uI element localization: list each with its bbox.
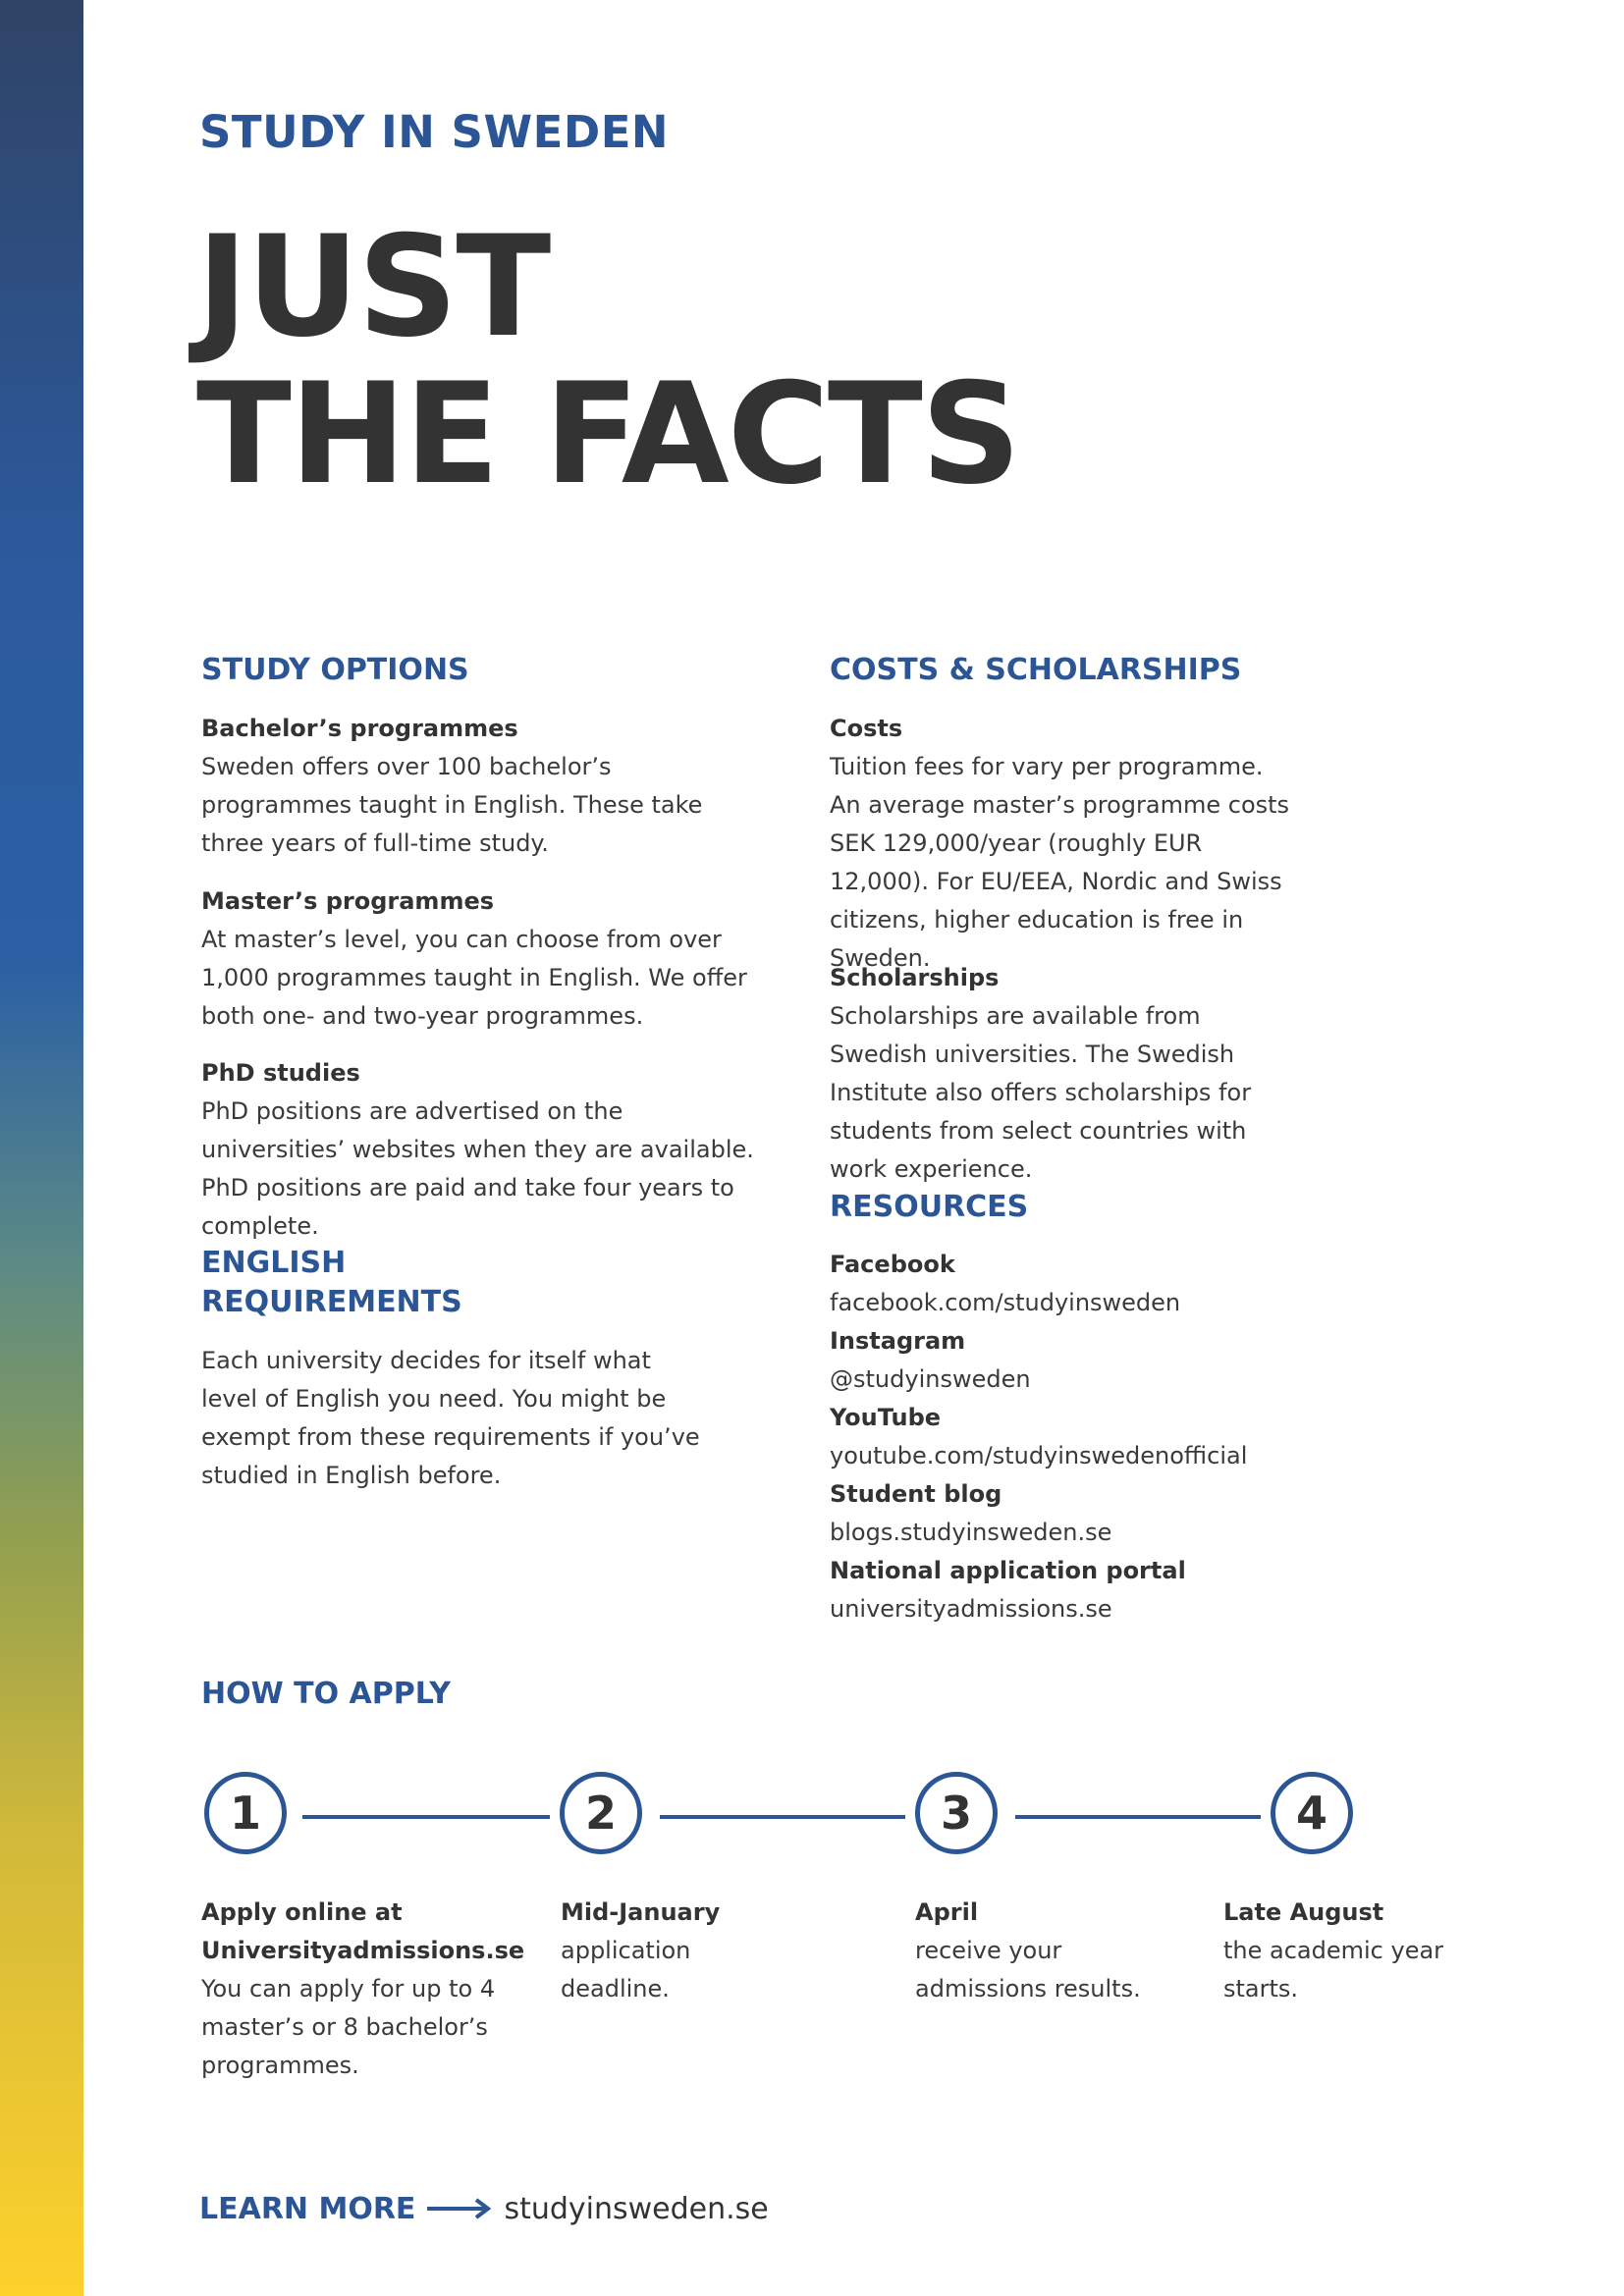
step-3-text	[915, 1894, 1170, 2008]
bachelor-block	[201, 710, 751, 863]
learn-more-label: LEARN MORE	[199, 2191, 416, 2226]
step-1-description: You can apply for up to 4 master’s or 8 bachelor’s programmes.	[201, 1975, 496, 2079]
step-number-4: 4	[1271, 1772, 1353, 1854]
scholarships-title: Scholarships	[830, 964, 1000, 991]
page-title	[196, 206, 1020, 515]
english-block	[201, 1342, 702, 1495]
resource-link-instagram[interactable]: @studyinsweden	[830, 1365, 1031, 1393]
page-title-line2: THE FACTS	[196, 353, 1020, 515]
resource-label-instagram: Instagram	[830, 1327, 966, 1355]
bachelor-title: Bachelor’s programmes	[201, 715, 518, 742]
study-options-heading: STUDY OPTIONS	[201, 653, 469, 687]
step-connector-2	[660, 1815, 905, 1819]
scholarships-text: Scholarships are available from Swedish universities. The Swedish Institute also offers scholarships for students from select countries with work experience.	[830, 1002, 1252, 1183]
phd-text: PhD positions are advertised on the universities’ websites when they are available. PhD positions are paid and take four years to complete.	[201, 1097, 754, 1240]
english-text: Each university decides for itself what level of English you need. You might be exempt from these requirements if you’ve studied in English before.	[201, 1347, 700, 1489]
resource-link-portal[interactable]: universityadmissions.se	[830, 1595, 1112, 1623]
resource-label-youtube: YouTube	[830, 1404, 942, 1431]
learn-more-url[interactable]: studyinsweden.se	[504, 2191, 769, 2226]
resource-label-blog: Student blog	[830, 1480, 1002, 1508]
step-2-text	[561, 1894, 777, 2008]
step-number-3: 3	[915, 1772, 998, 1854]
resource-link-blog[interactable]: blogs.studyinsweden.se	[830, 1519, 1112, 1546]
phd-title: PhD studies	[201, 1059, 360, 1087]
bachelor-text: Sweden offers over 100 bachelor’s programmes taught in English. These take three years of full-time study.	[201, 753, 703, 857]
page-title-line1: JUST	[196, 206, 550, 368]
how-to-apply-heading: HOW TO APPLY	[201, 1677, 451, 1711]
resource-link-youtube[interactable]: youtube.com/studyinswedenofficial	[830, 1442, 1248, 1469]
resource-label-facebook: Facebook	[830, 1251, 955, 1278]
step-3-title: April	[915, 1898, 979, 1926]
english-heading-line2: REQUIREMENTS	[201, 1285, 462, 1319]
resources-list	[830, 1246, 1380, 1629]
costs-text: Tuition fees for vary per programme. An average master’s programme costs SEK 129,000/year (roughly EUR 12,000). For EU/EEA, Nordic and Swiss citizens, higher education is free in Sweden.	[830, 753, 1290, 972]
step-number-2: 2	[560, 1772, 642, 1854]
side-color-bar	[0, 0, 83, 2296]
resource-label-portal: National application portal	[830, 1557, 1186, 1584]
step-2-description: application deadline.	[561, 1937, 691, 2002]
step-connector-1	[302, 1815, 550, 1819]
step-1-text	[201, 1894, 525, 2085]
step-4-title: Late August	[1223, 1898, 1384, 1926]
master-text: At master’s level, you can choose from over 1,000 programmes taught in English. We offer both one- and two-year programmes.	[201, 926, 747, 1030]
step-2-title: Mid-January	[561, 1898, 721, 1926]
learn-more-link[interactable]	[199, 2187, 769, 2230]
resource-link-facebook[interactable]: facebook.com/studyinsweden	[830, 1289, 1181, 1316]
costs-title: Costs	[830, 715, 903, 742]
step-number-1: 1	[204, 1772, 287, 1854]
english-heading	[201, 1244, 462, 1322]
step-connector-3	[1015, 1815, 1261, 1819]
step-1-title-line2[interactable]: Universityadmissions.se	[201, 1937, 525, 1964]
step-3-description: receive your admissions results.	[915, 1937, 1141, 2002]
costs-block	[830, 710, 1301, 978]
step-4-description: the academic year starts.	[1223, 1937, 1444, 2002]
arrow-right-icon	[425, 2194, 494, 2223]
phd-block	[201, 1054, 761, 1246]
costs-heading: COSTS & SCHOLARSHIPS	[830, 653, 1242, 687]
resources-heading: RESOURCES	[830, 1190, 1029, 1224]
english-heading-line1: ENGLISH	[201, 1246, 347, 1280]
master-title: Master’s programmes	[201, 887, 495, 915]
eyebrow-title: STUDY IN SWEDEN	[199, 106, 670, 158]
master-block	[201, 882, 751, 1036]
step-1-title-line1: Apply online at	[201, 1898, 403, 1926]
step-4-text	[1223, 1894, 1449, 2008]
scholarships-block	[830, 959, 1296, 1189]
